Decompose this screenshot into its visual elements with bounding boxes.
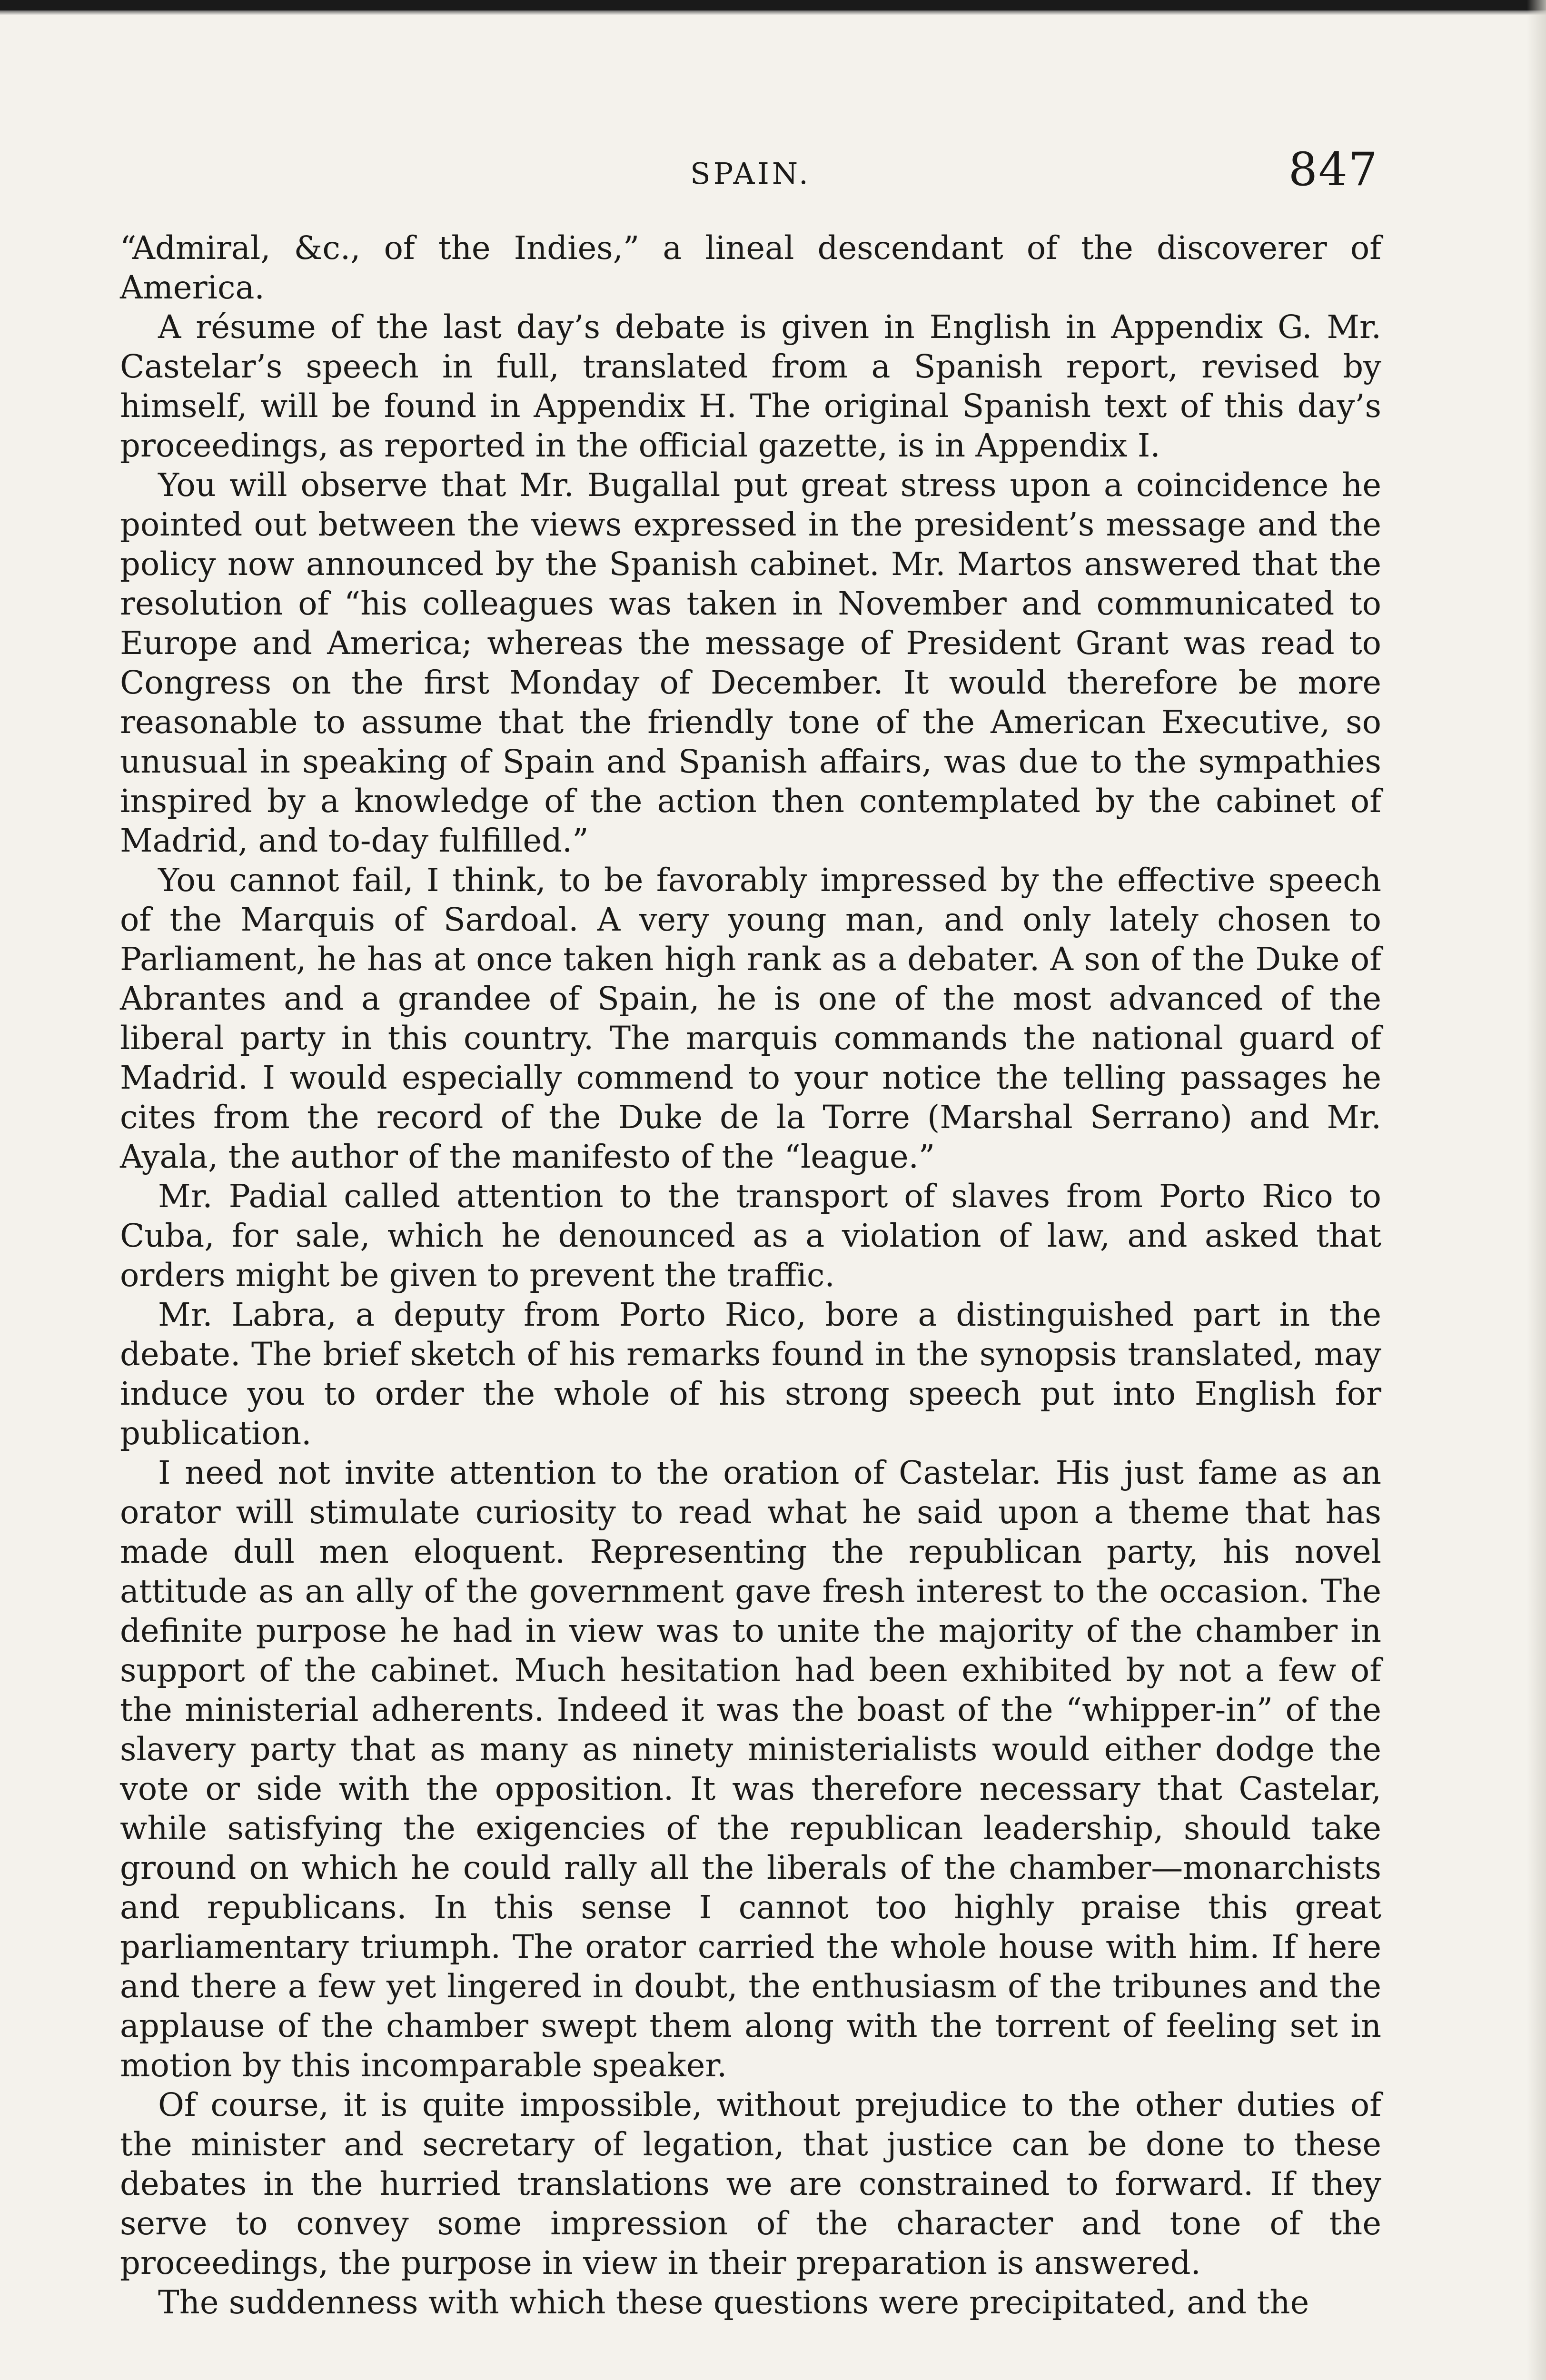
running-head: SPAIN. [690,156,811,191]
paragraph: “Admiral, &c., of the Indies,” a lineal descendant of the discoverer of America. [120,229,1381,306]
body-text [120,228,1381,2322]
paragraph: Mr. Padial called attention to the transport of slaves from Porto Rico to Cuba, for sale, which he denounced as a violation of law, and asked that orders might be given to prevent the traffic. [120,1178,1381,1294]
paragraph: A résume of the last day’s debate is given in English in Appendix G. Mr. Castelar’s speech in full, translated from a Spanish report, revised by himself, will be found in Appendix H. The original Spanish text of this day’s proceedings, as reported in the official gazette, is in Appendix I. [120,308,1381,464]
page-number: 847 [1288,143,1378,196]
paragraph: I need not invite attention to the oration of Castelar. His just fame as an orator will stimulate curiosity to read what he said upon a theme that has made dull men eloquent. Representing the republican party, his novel attitude as an ally of the government gave fresh interest to the occasion. The definite purpose he had in view was to unite the majority of the chamber in support of the cabinet. Much hesitation had been exhibited by not a few of the ministerial adherents. Indeed it was the boast of the “whipper-in” of the slavery party that as many as ninety ministerialists would either dodge the vote or side with the opposition. It was therefore necessary that Castelar, while satisfying the exigencies of the republican leadership, should take ground on which he could rally all the liberals of the chamber—monarchists and republicans. In this sense I cannot too highly praise this great parliamentary triumph. The orator carried the whole house with him. If here and there a few yet lingered in doubt, the enthusiasm of the tribunes and the applause of the chamber swept them along with the torrent of feeling set in motion by this incomparable speaker. [120,1454,1381,2084]
paragraph: Of course, it is quite impossible, without prejudice to the other duties of the minister and secretary of legation, that justice can be done to these debates in the hurried translations we are constrained to forward. If they serve to convey some impression of the character and tone of the proceedings, the purpose in view in their preparation is answered. [120,2086,1381,2281]
scan-top-border [0,0,1546,10]
paragraph: You cannot fail, I think, to be favorably impressed by the effective speech of the Marquis of Sardoal. A very young man, and only lately chosen to Parliament, he has at once taken high rank as a debater. A son of the Duke of Abrantes and a grandee of Spain, he is one of the most advanced of the liberal party in this country. The marquis commands the national guard of Madrid. I would especially commend to your notice the telling passages he cites from the record of the Duke de la Torre (Marshal Serrano) and Mr. Ayala, the author of the manifesto of the “league.” [120,862,1381,1175]
scan-top-shadow [0,10,1546,15]
page-header [120,143,1381,209]
paragraph: The suddenness with which these questions were precipitated, and the [158,2284,1309,2321]
paragraph: Mr. Labra, a deputy from Porto Rico, bore a distinguished part in the debate. The brief sketch of his remarks found in the synopsis translated, may induce you to order the whole of his strong speech put into English for publication. [120,1296,1381,1452]
paragraph: You will observe that Mr. Bugallal put great stress upon a coincidence he pointed out between the views expressed in the president’s message and the policy now announced by the Spanish cabinet. Mr. Martos answered that the resolution of “his colleagues was taken in November and communicated to Europe and America; whereas the message of President Grant was read to Congress on the first Monday of December. It would therefore be more reasonable to assume that the friendly tone of the American Executive, so unusual in speaking of Spain and Spanish affairs, was due to the sympathies inspired by a knowledge of the action then contemplated by the cabinet of Madrid, and to-day fulfilled.” [120,466,1381,859]
scan-right-edge [1527,0,1546,2380]
